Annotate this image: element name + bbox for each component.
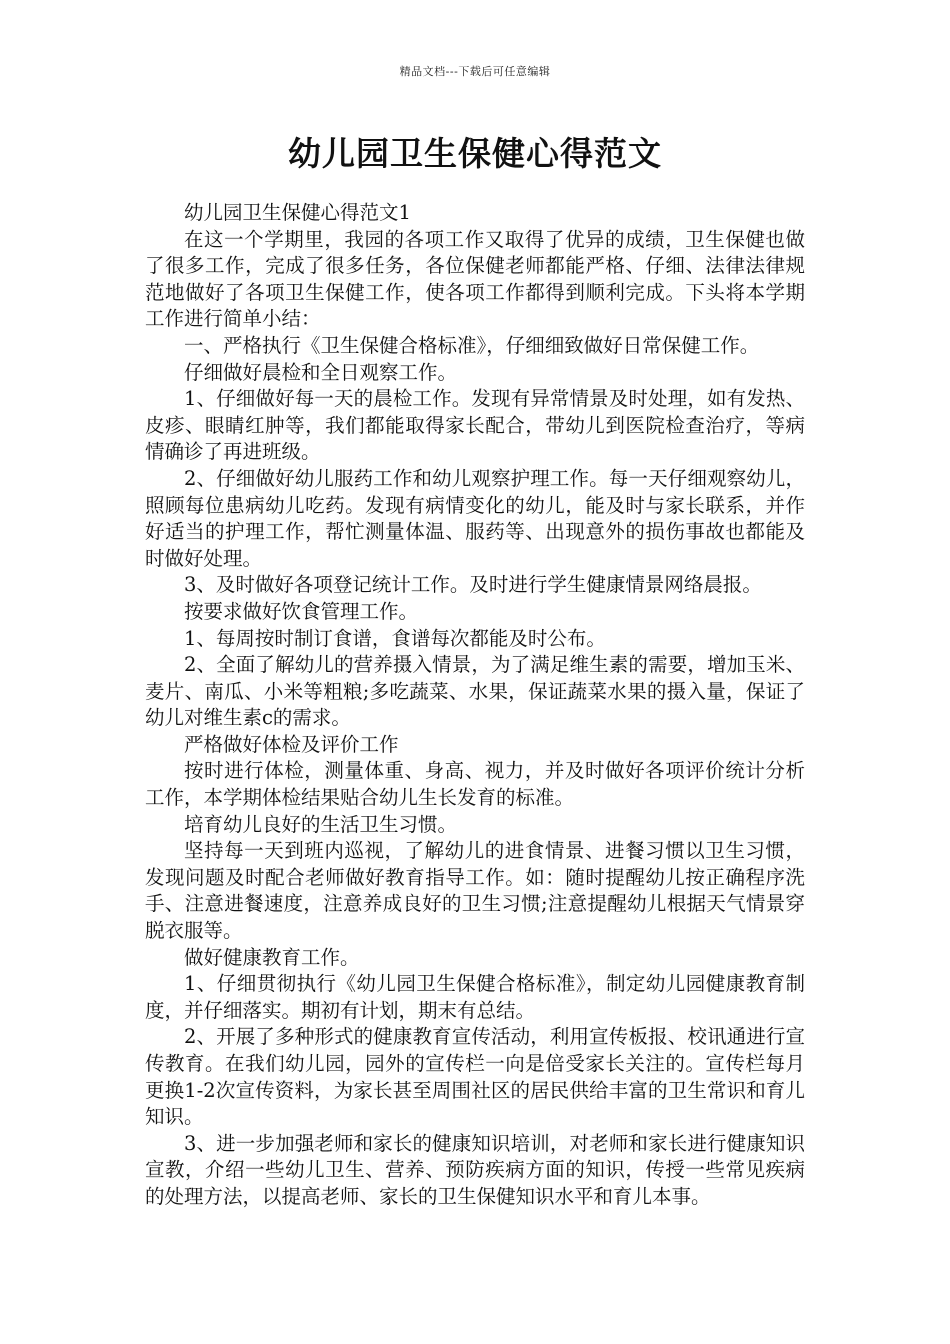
page-title: 幼儿园卫生保健心得范文 [288,134,662,173]
paragraph: 严格做好体检及评价工作 [184,732,399,756]
paragraph: 2、开展了多种形式的健康教育宣传活动，利用宣传板报、校讯通进行宣传教育。在我们幼儿园，园外的宣传栏一向是倍受家长关注的。宣传栏每月更换1-2次宣传资料，为家长甚至周围社区的居民供给丰富的卫生常识和育儿知识。 [145,1025,805,1129]
paragraph: 幼儿园卫生保健心得范文1 [184,201,411,224]
paragraph: 2、仔细做好幼儿服药工作和幼儿观察护理工作。每一天仔细观察幼儿，照顾每位患病幼儿吃药。发现有病情变化的幼儿，能及时与家长联系，并作好适当的护理工作，帮忙测量体温、服药等、出现意外的损伤事故也都能及时做好处理。 [145,466,805,570]
paragraph: 仔细做好晨检和全日观察工作。 [184,360,458,384]
paragraph: 1、每周按时制订食谱，食谱每次都能及时公布。 [184,626,606,650]
paragraph: 按要求做好饮食管理工作。 [184,599,419,623]
paragraph: 一、严格执行《卫生保健合格标准》，仔细细致做好日常保健工作。 [184,333,760,357]
paragraph: 2、全面了解幼儿的营养摄入情景，为了满足维生素的需要，增加玉米、麦片、南瓜、小米等粗粮;多吃蔬菜、水果，保证蔬菜水果的摄入量，保证了幼儿对维生素c的需求。 [145,653,805,730]
document-body [145,200,805,1211]
paragraph: 培育幼儿良好的生活卫生习惯。 [184,812,458,836]
paragraph: 1、仔细做好每一天的晨检工作。发现有异常情景及时处理，如有发热、皮疹、眼睛红肿等，我们都能取得家长配合，带幼儿到医院检查治疗，等病情确诊了再进班级。 [145,387,805,464]
paragraph: 3、及时做好各项登记统计工作。及时进行学生健康情景网络晨报。 [184,573,762,597]
paragraph: 3、进一步加强老师和家长的健康知识培训，对老师和家长进行健康知识宣教，介绍一些幼儿卫生、营养、预防疾病方面的知识，传授一些常见疾病的处理方法，以提高老师、家长的卫生保健知识水平和育儿本事。 [145,1131,805,1208]
paragraph: 做好健康教育工作。 [184,945,360,969]
paragraph: 按时进行体检，测量体重、身高、视力，并及时做好各项评价统计分析工作，本学期体检结果贴合幼儿生长发育的标准。 [145,759,805,810]
paragraph: 坚持每一天到班内巡视，了解幼儿的进食情景、进餐习惯以卫生习惯，发现问题及时配合老师做好教育指导工作。如：随时提醒幼儿按正确程序洗手、注意进餐速度，注意养成良好的卫生习惯;注意提醒幼儿根据天气情景穿脱衣服等。 [145,839,805,943]
paragraph: 1、仔细贯彻执行《幼儿园卫生保健合格标准》，制定幼儿园健康教育制度，并仔细落实。期初有计划，期末有总结。 [145,972,805,1022]
paragraph: 在这一个学期里，我园的各项工作又取得了优异的成绩，卫生保健也做了很多工作，完成了很多任务，各位保健老师都能严格、仔细、法律法律规范地做好了各项卫生保健工作，使各项工作都得到顺利完成。下头将本学期工作进行简单小结： [145,227,805,331]
header-note: 精品文档---下载后可任意编辑 [399,65,551,78]
